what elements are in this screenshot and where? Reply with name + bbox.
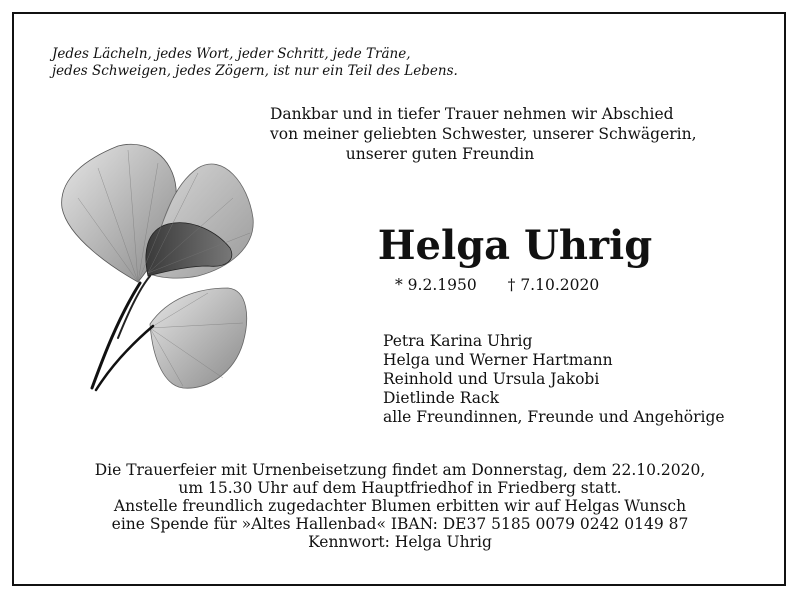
footer-line: Kennwort: Helga Uhrig	[308, 533, 492, 551]
footer-line: eine Spende für »Altes Hallenbad« IBAN: DE37 5185 0079 0242 0149 87	[111, 515, 689, 533]
footer-line: Die Trauerfeier mit Urnenbeisetzung findet am Donnerstag, dem 22.10.2020,	[94, 461, 706, 479]
mourner: Dietlinde Rack	[383, 389, 500, 407]
mourners-list	[383, 332, 725, 427]
deceased-name: Helga Uhrig	[377, 222, 653, 269]
intro-line: Dankbar und in tiefer Trauer nehmen wir Abschied	[270, 105, 674, 123]
intro-line: unserer guten Freundin	[345, 145, 535, 163]
ginkgo-leaf-icon	[58, 138, 258, 394]
mourner: Petra Karina Uhrig	[383, 332, 533, 350]
motto	[52, 46, 458, 80]
motto-line: Jedes Lächeln, jedes Wort, jeder Schritt, jede Träne,	[52, 46, 411, 62]
life-dates	[395, 275, 599, 295]
mourner: Reinhold und Ursula Jakobi	[383, 370, 600, 388]
funeral-details	[40, 461, 760, 551]
intro-text	[270, 104, 697, 164]
intro-line: von meiner geliebten Schwester, unserer Schwägerin,	[270, 125, 697, 143]
death-date: † 7.10.2020	[507, 276, 600, 294]
mourner: Helga und Werner Hartmann	[383, 351, 613, 369]
mourner: alle Freundinnen, Freunde und Angehörige	[383, 408, 725, 426]
motto-line: jedes Schweigen, jedes Zögern, ist nur ein Teil des Lebens.	[52, 63, 458, 79]
footer-line: Anstelle freundlich zugedachter Blumen erbitten wir auf Helgas Wunsch	[113, 497, 687, 515]
birth-date: * 9.2.1950	[395, 276, 477, 294]
footer-line: um 15.30 Uhr auf dem Hauptfriedhof in Friedberg statt.	[178, 479, 622, 497]
